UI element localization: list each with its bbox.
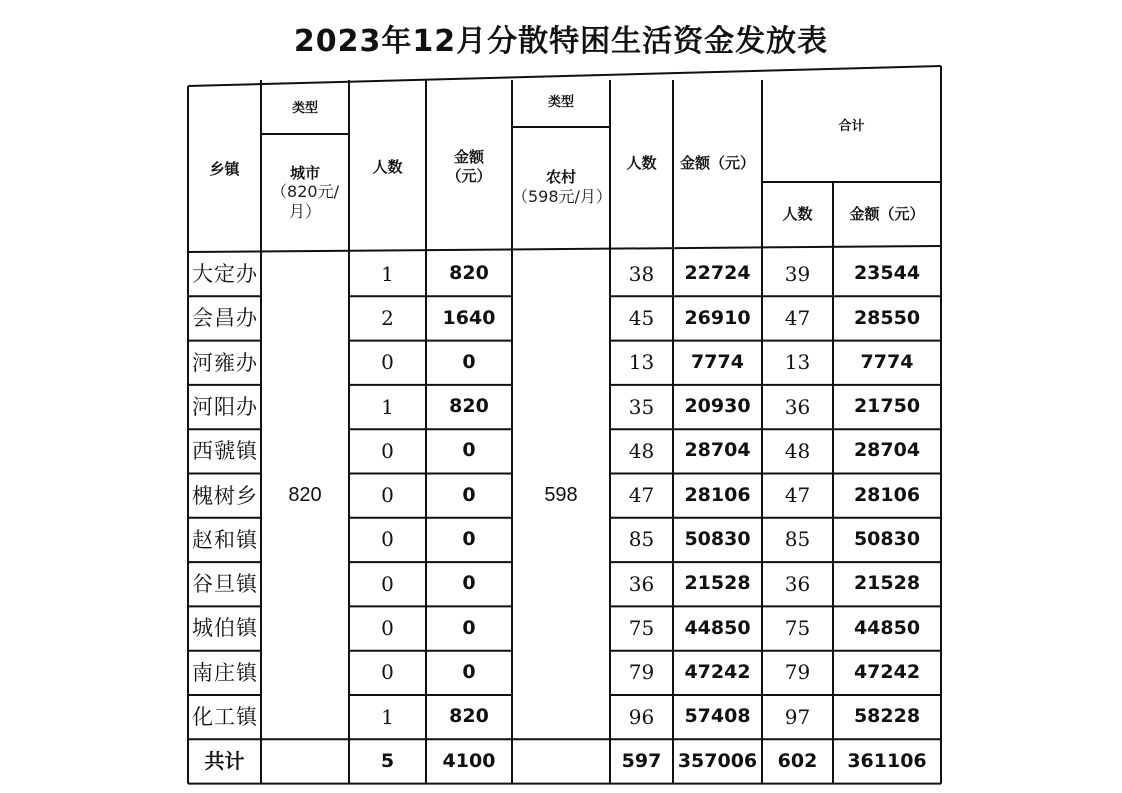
urban-rate-value: 820 bbox=[288, 484, 322, 507]
total-amount-cell: 21750 bbox=[853, 395, 921, 418]
urban-people-cell: 0 bbox=[381, 660, 394, 685]
total-amount-cell: 47242 bbox=[853, 660, 921, 683]
rural-amount-cell: 20930 bbox=[684, 395, 751, 418]
rural-people-header: 人数 bbox=[626, 153, 657, 172]
totals-rural-amount: 357006 bbox=[677, 749, 758, 772]
total-amount-cell: 28106 bbox=[853, 483, 921, 506]
urban-amount-cell: 1640 bbox=[442, 306, 496, 329]
rural-people-cell: 35 bbox=[628, 394, 655, 419]
urban-amount-cell: 0 bbox=[462, 572, 476, 595]
urban-amount-cell: 0 bbox=[462, 483, 476, 506]
town-name: 河阳办 bbox=[192, 394, 258, 419]
rural-amount-cell: 28704 bbox=[684, 439, 751, 462]
urban-people-cell: 0 bbox=[381, 438, 394, 463]
town-name: 南庄镇 bbox=[192, 660, 258, 685]
total-people-cell: 47 bbox=[784, 305, 811, 330]
rural-amount-cell: 7774 bbox=[691, 350, 744, 373]
urban-people-cell: 2 bbox=[381, 305, 394, 330]
town-name: 西虢镇 bbox=[192, 439, 258, 464]
rural-amount-cell: 50830 bbox=[684, 528, 751, 551]
urban-people-cell: 1 bbox=[381, 394, 394, 419]
total-amount-cell: 23544 bbox=[853, 262, 921, 285]
urban-amount-cell: 0 bbox=[462, 660, 476, 683]
rural-people-cell: 38 bbox=[628, 261, 655, 286]
rural-people-cell: 36 bbox=[628, 571, 655, 596]
total-people-cell: 75 bbox=[784, 616, 811, 641]
urban-category-header: 类型 bbox=[291, 100, 318, 116]
urban-people-cell: 0 bbox=[381, 571, 394, 596]
urban-people-cell: 0 bbox=[381, 527, 394, 552]
rural-amount-cell: 26910 bbox=[684, 306, 751, 329]
rural-amount-cell: 22724 bbox=[684, 262, 751, 285]
town-name: 城伯镇 bbox=[192, 616, 258, 641]
rural-amount-cell: 28106 bbox=[684, 483, 751, 506]
totals-urban-amount: 4100 bbox=[442, 749, 496, 772]
total-amount-cell: 21528 bbox=[853, 572, 921, 595]
urban-people-cell: 1 bbox=[381, 704, 394, 729]
urban-amount-cell: 0 bbox=[462, 616, 476, 639]
rural-header bbox=[512, 127, 610, 248]
rural-amount-header: 金额（元） bbox=[679, 153, 755, 172]
rural-people-cell: 13 bbox=[628, 350, 655, 375]
township-header: 乡镇 bbox=[209, 159, 240, 178]
rural-amount-cell: 21528 bbox=[684, 572, 751, 595]
total-people-cell: 36 bbox=[784, 571, 811, 596]
total-people-cell: 48 bbox=[784, 438, 811, 463]
totals-total-people: 602 bbox=[777, 749, 818, 772]
town-name: 谷旦镇 bbox=[192, 572, 258, 597]
total-people-cell: 13 bbox=[784, 350, 811, 375]
rural-people-cell: 75 bbox=[628, 616, 655, 641]
rural-rate: （598元/月） bbox=[512, 186, 612, 206]
total-people-cell: 47 bbox=[784, 483, 811, 508]
town-name: 会昌办 bbox=[192, 306, 258, 331]
total-amount-cell: 50830 bbox=[853, 528, 921, 551]
total-people-cell: 85 bbox=[784, 527, 811, 552]
urban-header bbox=[261, 134, 349, 252]
town-name: 大定办 bbox=[192, 262, 258, 287]
urban-amount-cell: 820 bbox=[449, 705, 489, 728]
rural-people-cell: 47 bbox=[628, 483, 655, 508]
totals-label: 共计 bbox=[204, 748, 245, 773]
urban-amount-cell: 0 bbox=[462, 439, 476, 462]
rural-amount-cell: 44850 bbox=[684, 616, 751, 639]
urban-amount-cell: 0 bbox=[462, 528, 476, 551]
town-name: 河雍办 bbox=[192, 350, 258, 375]
total-amount-header: 金额（元） bbox=[849, 204, 925, 223]
total-people-cell: 36 bbox=[784, 394, 811, 419]
total-amount-cell: 58228 bbox=[853, 705, 921, 728]
rural-amount-cell: 57408 bbox=[684, 705, 751, 728]
town-name: 赵和镇 bbox=[192, 527, 258, 552]
urban-rate: （820元/月） bbox=[271, 182, 339, 222]
urban-people-cell: 0 bbox=[381, 483, 394, 508]
total-people-header: 人数 bbox=[782, 204, 813, 223]
rural-people-cell: 48 bbox=[628, 438, 655, 463]
total-people-cell: 79 bbox=[784, 660, 811, 685]
total-people-cell: 97 bbox=[784, 704, 811, 729]
total-amount-cell: 28550 bbox=[853, 306, 921, 329]
rural-people-cell: 96 bbox=[628, 704, 655, 729]
total-amount-cell: 28704 bbox=[853, 439, 921, 462]
total-header: 合计 bbox=[838, 118, 865, 134]
urban-people-cell: 1 bbox=[381, 261, 394, 286]
rural-people-cell: 79 bbox=[628, 660, 655, 685]
rural-category-header: 类型 bbox=[547, 95, 574, 111]
urban-people-cell: 0 bbox=[381, 616, 394, 641]
total-amount-cell: 7774 bbox=[860, 350, 914, 373]
total-people-cell: 39 bbox=[784, 261, 811, 286]
totals-rural-people: 597 bbox=[621, 749, 662, 772]
totals-total-amount: 361106 bbox=[847, 749, 927, 772]
total-amount-cell: 44850 bbox=[853, 616, 921, 639]
town-name: 化工镇 bbox=[192, 705, 258, 730]
urban-amount-header: 金额（元） bbox=[446, 148, 492, 185]
urban-amount-cell: 820 bbox=[449, 395, 489, 418]
rural-rate-value: 598 bbox=[544, 484, 578, 507]
urban-amount-cell: 820 bbox=[449, 262, 489, 285]
page-title: 2023年12月分散特困生活资金发放表 bbox=[293, 24, 829, 59]
rural-label: 农村 bbox=[545, 168, 576, 187]
town-name: 槐树乡 bbox=[192, 483, 258, 508]
rural-people-cell: 45 bbox=[628, 305, 655, 330]
urban-amount-cell: 0 bbox=[462, 350, 476, 373]
totals-urban-people: 5 bbox=[380, 749, 395, 772]
urban-label: 城市 bbox=[289, 163, 320, 182]
urban-people-cell: 0 bbox=[381, 350, 394, 375]
rural-amount-cell: 47242 bbox=[684, 660, 751, 683]
rural-people-cell: 85 bbox=[628, 527, 655, 552]
urban-people-header: 人数 bbox=[372, 157, 403, 176]
